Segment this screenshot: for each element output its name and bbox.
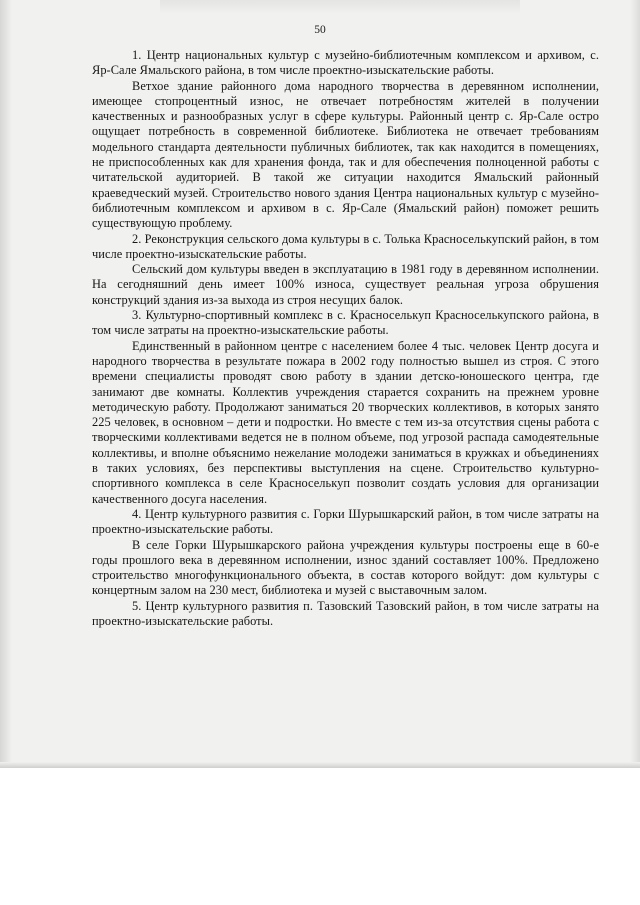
paragraph-item-1-description: Ветхое здание районного дома народного творчества в деревянном исполнении, имеющее стопроцентный износ, не отвечает потребностям жителей в получении качественных и разнообразных услуг в сфере культуры. Районный центр с. Яр-Сале остро ощущает потребность в современной библиотеке. Библиотека не отвечает требованиям модельного стандарта деятельности публичных библиотек, так как находится в помещениях, не приспособленных как для хранения фонда, так и для обеспечения полноценной работы с читательской аудиторией. В такой же ситуации находится Ямальский районный краеведческий музей. Строительство нового здания Центра национальных культур с музейно-библиотечным комплексом и архивом в с. Яр-Сале (Ямальский район) поможет решить существующую проблему. (92, 78, 599, 231)
scan-edge-bottom (0, 762, 640, 768)
paragraph-item-2: 2. Реконструкция сельского дома культуры в с. Толька Красноселькупский район, в том числе проектно-изыскательские работы. (92, 231, 599, 261)
scan-smudge (160, 0, 520, 14)
paragraph-item-2-description: Сельский дом культуры введен в эксплуатацию в 1981 году в деревянном исполнении. На сегодняшний день имеет 100% износа, существует реальная угроза обрушения конструкций здания из-за выхода из строя несущих балок. (92, 262, 599, 307)
document-body (92, 48, 599, 629)
paragraph-item-1: 1. Центр национальных культур с музейно-библиотечным комплексом и архивом, с. Яр-Сале Ямальского района, в том числе проектно-изыскательские работы. (92, 48, 599, 78)
paragraph-item-5: 5. Центр культурного развития п. Тазовский Тазовский район, в том числе затраты на проектно-изыскательские работы. (92, 598, 599, 628)
paragraph-item-4: 4. Центр культурного развития с. Горки Шурышкарский район, в том числе затраты на проектно-изыскательские работы. (92, 506, 599, 537)
scan-edge-left (0, 0, 12, 768)
scan-edge-right (630, 0, 640, 768)
paragraph-item-4-description: В селе Горки Шурышкарского района учреждения культуры построены еще в 60-е годы прошлого века в деревянном исполнении, износ зданий составляет 100%. Предложено строительство многофункционального объекта, в состав которого войдут: дом культуры с концертным залом на 230 мест, библиотека и музей с выставочным залом. (92, 537, 599, 598)
paragraph-item-3: 3. Культурно-спортивный комплекс в с. Красноселькуп Красноселькупского района, в том числе затраты на проектно-изыскательские работы. (92, 308, 599, 338)
page-number: 50 (314, 24, 326, 36)
paragraph-item-3-description: Единственный в районном центре с населением более 4 тыс. человек Центр досуга и народного творчества в результате пожара в 2002 году полностью вышел из строя. С этого времени специалисты проводят свою работу в здании детско-юношеского центра, где занимают две комнаты. Коллектив учреждения старается сохранить на прежнем уровне методическую работу. Продолжают заниматься 20 творческих коллективов, в которых занято 225 человек, в основном – дети и подростки. Но вместе с тем из-за отсутствия сцены работа с творческими коллективами ведется не в полном объеме, под угрозой распада самодеятельные коллективы, и вполне объяснимо нежелание молодежи заниматься в кружках и объединениях в таких условиях, без перспективы выступления на сцене. Строительство культурно-спортивного комплекса в селе Красноселькуп позволит создать условия для организации качественного досуга населения. (92, 338, 599, 506)
